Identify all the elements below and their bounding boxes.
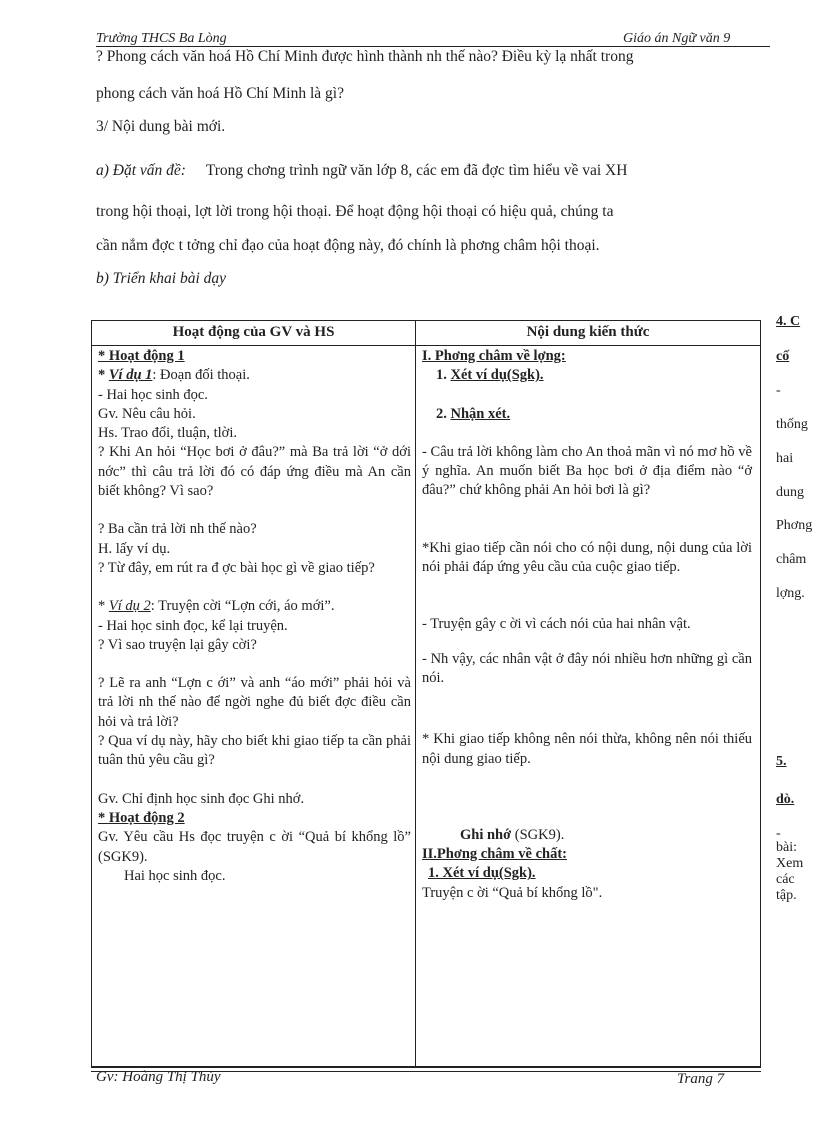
example-1-text: : Đoạn đối thoại.: [152, 367, 250, 384]
example-2-star: *: [98, 598, 109, 615]
answer-paragraph: - Nh vậy, các nhân vật ở đây nói nhiều hơn những gì cần nói.: [422, 650, 752, 686]
header-knowledge-content: Nội dung kiến thức: [526, 324, 650, 340]
dat-van-de-text-1: Trong chơng trình ngữ văn lớp 8, các em đã đợc tìm hiểu về vai XH: [205, 162, 628, 179]
spacer: [422, 769, 752, 788]
activity-line: - Hai học sinh đọc, kể lại truyện.: [98, 617, 288, 634]
header-rule: [96, 46, 770, 47]
header-teacher-student-activity: Hoạt động của GV và HS: [172, 324, 335, 340]
section-1-observation: [422, 405, 752, 424]
margin-word: Xem: [776, 856, 804, 871]
activity-line: Gv. Nêu câu hỏi.: [98, 405, 196, 422]
margin-word: lợng.: [776, 586, 805, 601]
xet-1-text: Xét ví dụ(Sgk).: [450, 367, 544, 384]
conclusion-paragraph: *Khi giao tiếp cần nói cho có nội dung, nội dung của lời nói phải đáp ứng yêu cầu của cuộc giao tiếp.: [422, 539, 752, 576]
activity-line: Hai học sinh đọc.: [124, 867, 226, 884]
review-question-line-2: phong cách văn hoá Hồ Chí Minh là gì?: [96, 85, 344, 102]
spacer: [98, 771, 411, 790]
section-1-title: I. Phơng châm về lợng:: [422, 348, 566, 364]
question-4: ? Vì sao truyện lại gây cời?: [98, 636, 257, 653]
ghi-nho-line: [422, 826, 752, 845]
activity-line: Gv. Chỉ định học sinh đọc Ghi nhớ.: [98, 790, 305, 807]
dat-van-de-label: a) Đặt vấn đề:: [96, 162, 186, 179]
activity-column: [98, 347, 411, 886]
margin-word: cố: [776, 349, 790, 364]
activity-line: H. lấy ví dụ.: [98, 540, 171, 557]
question-5: ? Lẽ ra anh “Lợn c ới” và anh “áo mới” phải hỏi và trả lời nh thế nào để ngời nghe đủ biết đợc điều cần hỏi và trả lời?: [98, 675, 411, 730]
spacer: [422, 501, 752, 520]
answer-paragraph: - Truyện gây c ời vì cách nói của hai nhân vật.: [422, 616, 691, 633]
example-2-text: : Truyện cời “Lợn cới, áo mới”.: [150, 598, 335, 615]
header-row-rule: [92, 345, 760, 346]
page-number: Trang 7: [677, 1071, 725, 1087]
review-question-line-1: ? Phong cách văn hoá Hồ Chí Minh được hình thành nh thế nào? Điều kỳ lạ nhất trong: [96, 48, 634, 65]
section-2-example: 1. Xét ví dụ(Sgk).: [428, 865, 536, 882]
example-1-label: Ví dụ 1: [108, 367, 153, 384]
dat-van-de-line-3: cần nắm đợc t tởng chỉ đạo của hoạt động này, đó chính là phơng châm hội thoại.: [96, 237, 600, 254]
spacer: [422, 386, 752, 405]
margin-word: châm: [776, 552, 807, 567]
spacer: [422, 707, 752, 726]
spacer: [422, 788, 752, 807]
margin-word: bài:: [776, 840, 797, 855]
margin-section-5: 5.: [776, 754, 787, 769]
question-6: ? Qua ví dụ này, hãy cho biết khi giao tiếp ta cần phải tuân thủ yêu cầu gì?: [98, 733, 411, 769]
lesson-table: [91, 320, 761, 1068]
question-1: ? Khi An hỏi “Học bơi ở đâu?” mà Ba trả lời “ở dới nớc” thì câu trả lời đó có đáp ứng điều mà An cần biết không? Vì sao?: [98, 444, 411, 500]
margin-word: thống: [776, 417, 808, 432]
margin-word: Phơng: [776, 518, 813, 533]
example-1-line: [98, 366, 411, 385]
dat-van-de-line-2: trong hội thoại, lợt lời trong hội thoại. Để hoạt động hội thoại có hiệu quả, chúng ta: [96, 203, 614, 220]
example-2-line: [98, 597, 411, 616]
spacer: [422, 577, 752, 596]
question-3: ? Từ đây, em rút ra đ ợc bài học gì về giao tiếp?: [98, 559, 375, 576]
margin-word: tập.: [776, 888, 797, 903]
activity-1-heading: * Hoạt động 1: [98, 348, 185, 364]
activity-line: Hs. Trao đổi, tluận, tlời.: [98, 425, 237, 442]
margin-word: dò.: [776, 792, 795, 807]
spacer: [422, 520, 752, 539]
dat-van-de-line-1: [96, 162, 786, 180]
spacer: [98, 578, 411, 597]
activity-line: Gv. Yêu cầu Hs đọc truyện c ời “Quả bí khổng lồ” (SGK9).: [98, 829, 411, 865]
margin-word: dung: [776, 485, 804, 500]
example-1-star: *: [98, 367, 109, 384]
school-name: Trường THCS Ba Lòng: [96, 31, 227, 46]
teacher-name: Gv: Hoàng Thị Thủy: [96, 1069, 221, 1085]
answer-paragraph: Truyện c ời “Quả bí khổng lồ".: [422, 884, 603, 901]
spacer: [422, 635, 752, 650]
xet-1-number: 1.: [436, 367, 451, 384]
section-1-example: [422, 366, 752, 385]
section-2-title: II.Phơng châm về chất:: [422, 846, 567, 863]
subject-title: Giáo án Ngữ văn 9: [623, 31, 731, 46]
spacer: [98, 501, 411, 520]
example-2-label: Ví dụ 2: [108, 598, 151, 615]
margin-word: hai: [776, 451, 794, 466]
spacer: [422, 596, 752, 615]
column-divider: [415, 321, 416, 1067]
ghi-nho-label: Ghi nhớ: [460, 826, 512, 843]
nhan-xet-text: Nhận xét.: [450, 405, 511, 422]
ghi-nho-ref: (SGK9).: [511, 826, 565, 843]
spacer: [422, 688, 752, 707]
spacer: [422, 424, 752, 443]
spacer: [98, 655, 411, 674]
activity-2-heading: * Hoạt động 2: [98, 809, 185, 826]
question-2: ? Ba cần trả lời nh thế nào?: [98, 521, 257, 538]
activity-line: - Hai học sinh đọc.: [98, 386, 208, 403]
nhan-xet-number: 2.: [436, 405, 451, 422]
margin-word: các: [776, 872, 795, 887]
margin-section-4: 4. C: [776, 314, 801, 329]
section-3-heading: 3/ Nội dung bài mới.: [96, 118, 226, 135]
answer-paragraph: - Câu trả lời không làm cho An thoả mãn vì nó mơ hồ về ý nghĩa. An muốn biết Ba học bơi ở địa điểm nào “ở đâu?” chứ không phải An hỏi bơi là gì?: [422, 443, 752, 499]
margin-dash: -: [776, 383, 781, 398]
knowledge-column: [422, 347, 752, 903]
spacer: [422, 807, 752, 826]
margin-dash: -: [776, 826, 781, 841]
conclusion-paragraph: * Khi giao tiếp không nên nói thừa, không nên nói thiếu nội dung giao tiếp.: [422, 731, 752, 767]
trien-khai-label: b) Triển khai bài dạy: [96, 270, 227, 287]
